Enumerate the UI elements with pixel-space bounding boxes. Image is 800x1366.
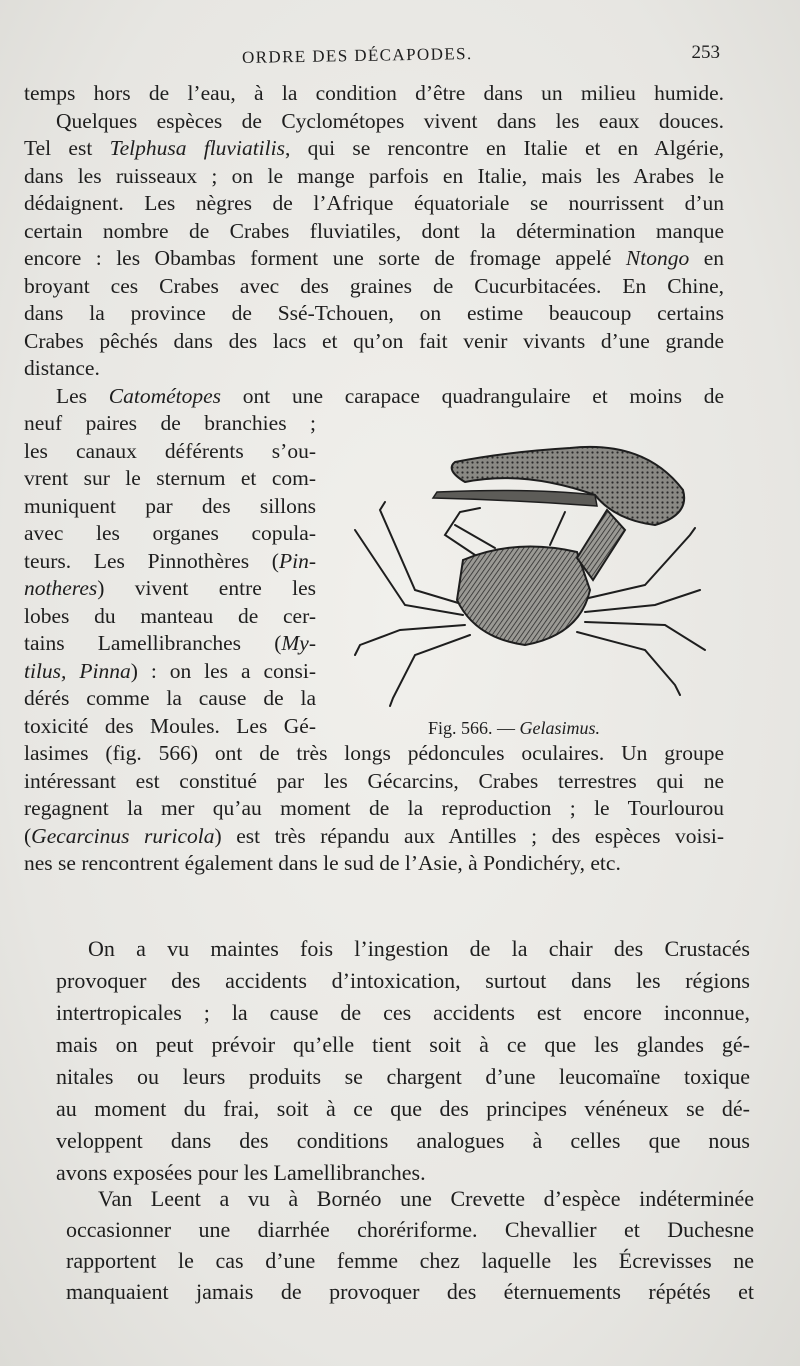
text-line: dérés comme la cause de la	[24, 686, 316, 710]
text-line: tains Lamellibranches (My-	[24, 631, 316, 655]
text-line: notheres) vivent entre les	[24, 576, 316, 600]
fiddler-crab-icon	[345, 440, 725, 720]
text-line: lasimes (fig. 566) ont de très longs pédoncules oculaires. Un groupe	[24, 741, 724, 765]
text-line: toxicité des Moules. Les Gé-	[24, 713, 316, 738]
text-line: neuf paires de branchies ;	[24, 411, 316, 435]
text-line: broyant ces Crabes avec des graines de Cucurbitacées. En Chine,	[24, 273, 724, 298]
text-line: au moment du frai, soit à ce que des principes vénéneux se dé-	[56, 1096, 750, 1121]
text-line: avec les organes copula-	[24, 521, 316, 545]
figure-caption: Fig. 566. — Gelasimus.	[428, 718, 601, 738]
text-line: Van Leent a vu à Bornéo une Crevette d’espèce indéterminée	[98, 1186, 754, 1211]
crab-figure	[345, 440, 725, 760]
text-line: temps hors de l’eau, à la condition d’être dans un milieu humide.	[24, 81, 724, 105]
text-line: provoquer des accidents d’intoxication, surtout dans les régions	[56, 968, 750, 993]
text-line: rapportent le cas d’une femme chez laquelle les Écrevisses ne	[66, 1248, 754, 1273]
paragraph-4	[66, 1183, 754, 1307]
page-number: 253	[691, 42, 720, 63]
paragraph-3	[56, 933, 750, 1189]
text-line: encore : les Obambas forment une sorte de fromage appelé Ntongo en	[24, 246, 725, 270]
text-line: regagnent la mer qu’au moment de la reproduction ; le Tourlourou	[24, 796, 724, 820]
text-line: tilus, Pinna) : on les a consi-	[24, 658, 316, 683]
text-line: nitales ou leurs produits se chargent d’une leucomaïne toxique	[56, 1064, 750, 1089]
text-line: intertropicales ; la cause de ces accidents est encore inconnue,	[56, 1000, 750, 1025]
text-line: dans les ruisseaux ; on le mange parfois en Italie, mais les Arabes le	[24, 163, 724, 188]
text-line: On a vu maintes fois l’ingestion de la chair des Crustacés	[88, 936, 750, 961]
text-line: intéressant est constitué par les Gécarcins, Crabes terrestres qui ne	[24, 768, 724, 793]
running-title: ORDRE DES DÉCAPODES.	[241, 43, 473, 68]
text-line: mais on peut prévoir qu’elle tient soit à ce que les glandes gé-	[56, 1032, 750, 1057]
text-line: muniquent par des sillons	[24, 493, 316, 518]
text-line: Quelques espèces de Cyclométopes vivent dans les eaux douces.	[56, 108, 724, 133]
text-line: teurs. Les Pinnothères (Pin-	[24, 548, 316, 573]
text-line: les canaux déférents s’ou-	[24, 438, 316, 463]
text-line: dédaignent. Les nègres de l’Afrique équatoriale se nourrissent d’un	[24, 191, 724, 215]
text-line: nes se rencontrent également dans le sud de l’Asie, à Pondichéry, etc.	[24, 851, 621, 875]
text-line: avons exposées pour les Lamellibranches.	[56, 1160, 426, 1185]
text-line: (Gecarcinus ruricola) est très répandu aux Antilles ; des espèces voisi-	[24, 823, 724, 848]
text-line: Les Catométopes ont une carapace quadrangulaire et moins de	[56, 383, 725, 408]
text-line: vrent sur le sternum et com-	[24, 466, 316, 490]
text-line: Crabes pêchés dans des lacs et qu’on fait venir vivants d’une grande	[24, 328, 724, 353]
text-line: veloppent dans des conditions analogues à celles que nous	[56, 1128, 750, 1153]
wrapped-column	[24, 410, 316, 740]
text-line: dans la province de Ssé-Tchouen, on estime beaucoup certains	[24, 301, 724, 325]
text-line: distance.	[24, 356, 100, 380]
text-line: Tel est Telphusa fluviatilis, qui se rencontre en Italie et en Algérie,	[24, 136, 725, 160]
text-line: manquaient jamais de provoquer des éternuements répétés et	[66, 1279, 754, 1304]
page-header	[60, 42, 720, 72]
text-line: lobes du manteau de cer-	[24, 603, 316, 628]
text-line: occasionner une diarrhée chorériforme. Chevallier et Duchesne	[66, 1217, 754, 1242]
text-line: certain nombre de Crabes fluviatiles, dont la détermination manque	[24, 218, 724, 243]
